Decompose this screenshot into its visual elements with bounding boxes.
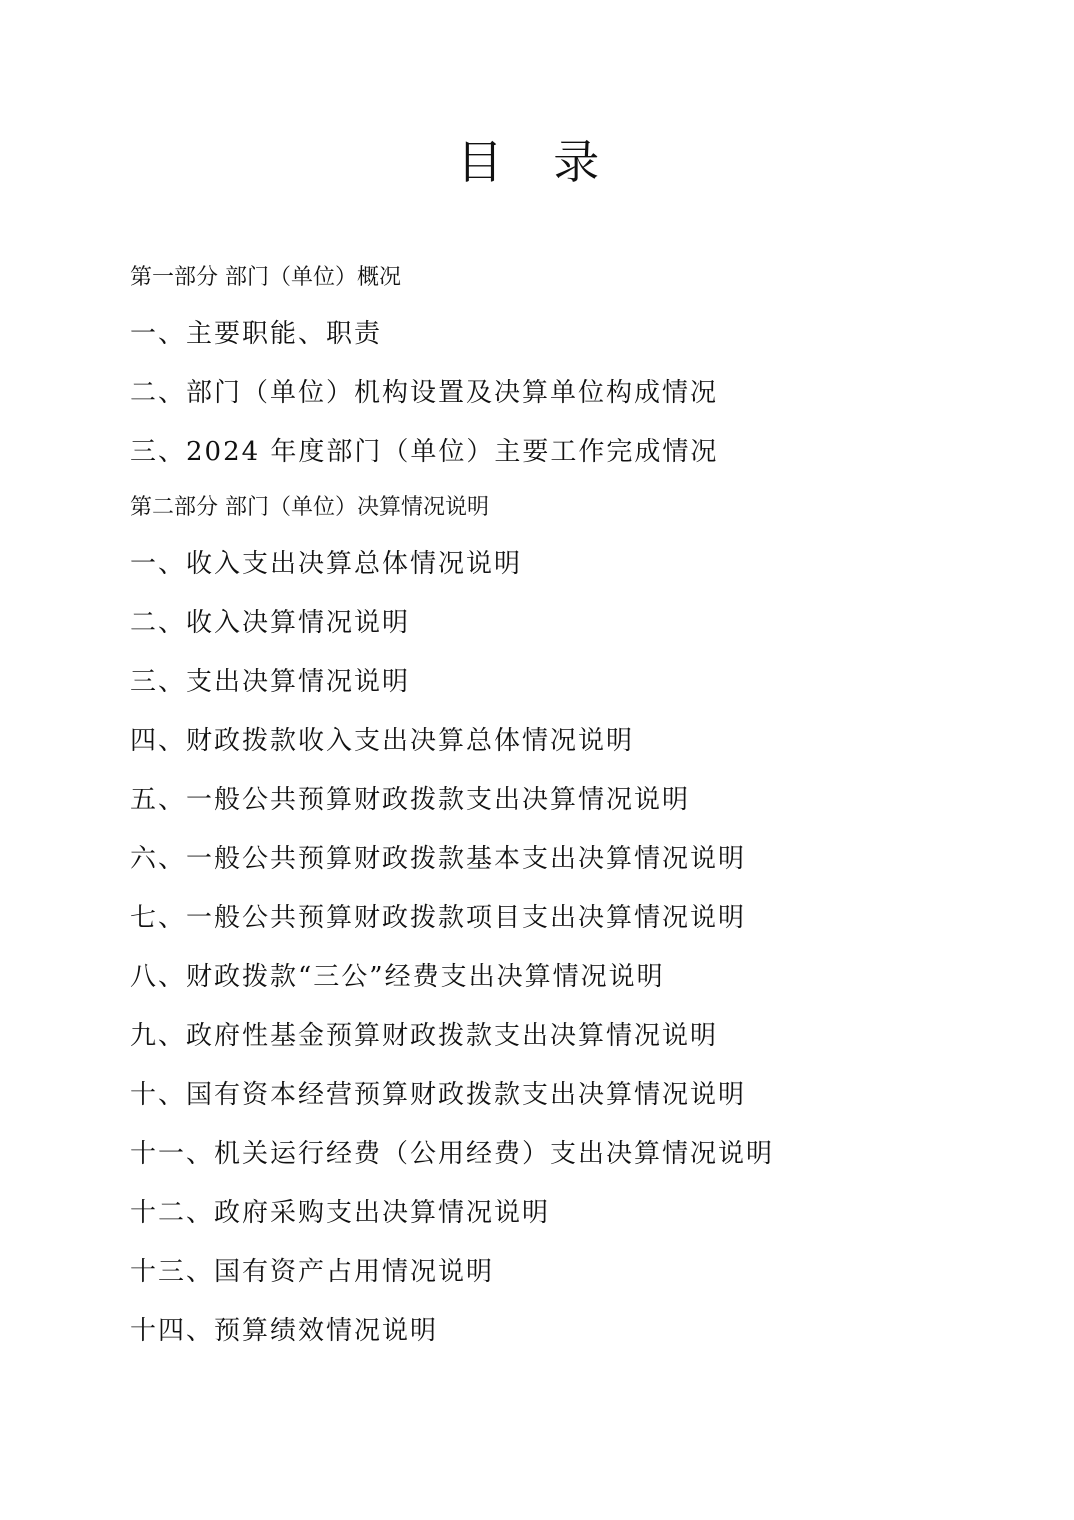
page-title: 目 录 (456, 135, 618, 189)
toc-item: 三、2024 年度部门（单位）主要工作完成情况 (130, 437, 719, 467)
toc-item: 八、财政拨款“三公”经费支出决算情况说明 (130, 962, 665, 992)
toc-item: 二、收入决算情况说明 (130, 608, 411, 638)
toc-item: 五、一般公共预算财政拨款支出决算情况说明 (130, 785, 691, 815)
toc-item: 七、一般公共预算财政拨款项目支出决算情况说明 (130, 903, 747, 933)
toc-item: 九、政府性基金预算财政拨款支出决算情况说明 (130, 1021, 719, 1051)
toc-item: 十一、机关运行经费（公用经费）支出决算情况说明 (130, 1139, 775, 1169)
toc-item: 四、财政拨款收入支出决算总体情况说明 (130, 726, 635, 756)
toc-item: 十三、国有资产占用情况说明 (130, 1257, 495, 1287)
toc-item: 一、主要职能、职责 (130, 319, 383, 349)
toc-item: 一、收入支出决算总体情况说明 (130, 549, 523, 579)
toc-part-2: 第二部分 部门（单位）决算情况说明 (130, 495, 489, 520)
toc-item: 三、支出决算情况说明 (130, 667, 411, 697)
toc-item: 十二、政府采购支出决算情况说明 (130, 1198, 551, 1228)
toc-item: 二、部门（单位）机构设置及决算单位构成情况 (130, 378, 719, 408)
toc-item: 十、国有资本经营预算财政拨款支出决算情况说明 (130, 1080, 747, 1110)
toc-item: 六、一般公共预算财政拨款基本支出决算情况说明 (130, 844, 747, 874)
toc-item: 十四、预算绩效情况说明 (130, 1316, 439, 1346)
toc-part-1: 第一部分 部门（单位）概况 (130, 265, 401, 290)
